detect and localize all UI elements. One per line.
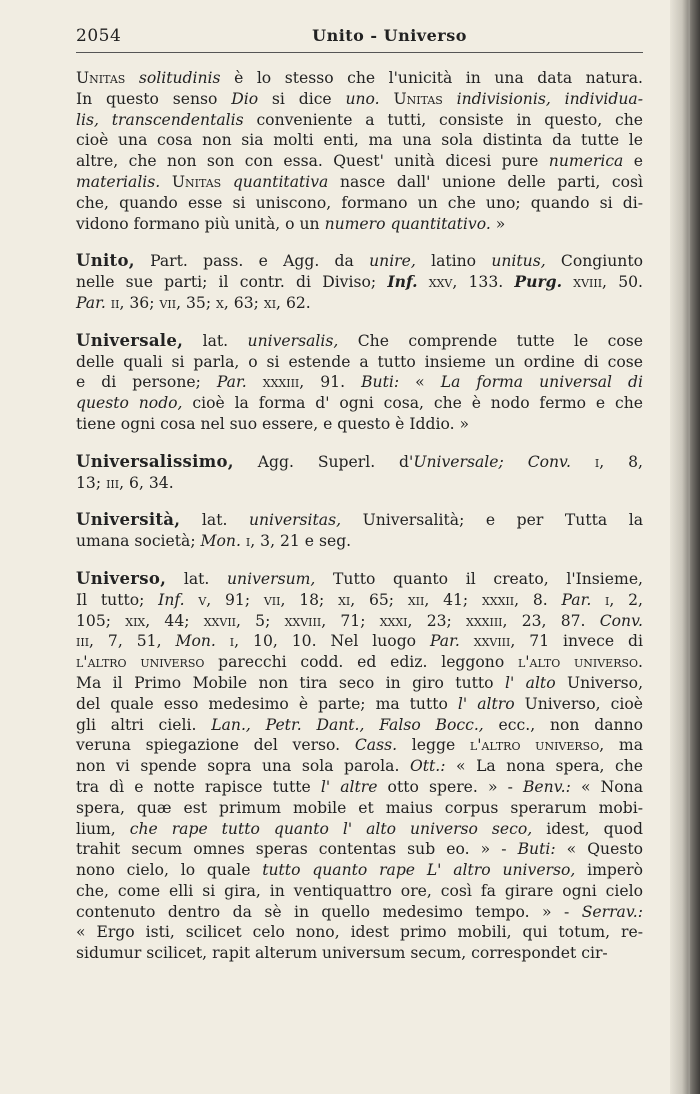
text-segment: xxviii — [473, 632, 511, 651]
text-segment: « La nona spera, che — [445, 757, 643, 776]
text-segment: , 8. — [514, 590, 562, 609]
text-line — [76, 151, 643, 172]
text-segment: , 71 invece di — [510, 632, 643, 651]
entry-gap — [76, 552, 643, 569]
text-line — [76, 631, 643, 652]
text-segment: Buti: — [517, 840, 556, 859]
text-segment: questo nodo, — [76, 394, 183, 413]
text-segment: xxvii — [203, 611, 237, 630]
text-segment: lis, transcendentalis — [76, 110, 244, 129]
text-segment — [125, 69, 139, 87]
text-segment: Par. — [430, 632, 460, 651]
entry-headword: Universo, — [76, 568, 167, 588]
text-line — [76, 193, 643, 214]
text-segment: materialis. — [76, 172, 161, 191]
text-segment: nono cielo, lo quale — [76, 861, 263, 880]
text-segment: tutto quanto rape L' altro universo, — [262, 861, 576, 880]
text-segment: Unitas — [76, 69, 126, 87]
text-segment: indivisionis, individua- — [456, 89, 643, 108]
text-line — [76, 331, 643, 352]
text-segment: unire, — [369, 252, 416, 271]
text-line — [76, 694, 643, 715]
text-line — [76, 452, 643, 473]
text-segment: l'altro universo, — [469, 736, 605, 755]
text-segment — [247, 373, 263, 391]
text-segment: , 8, — [599, 452, 643, 471]
text-segment: , 133. — [452, 273, 515, 292]
text-segment: Universale; — [413, 452, 504, 471]
text-segment: Par. — [561, 590, 592, 609]
entry-headword: Universalissimo, — [76, 451, 234, 471]
text-segment: legge — [397, 736, 470, 755]
text-segment: Agg. Superl. d' — [233, 452, 414, 471]
text-segment: Lan., Petr. Dant., Falso Bocc., — [211, 715, 484, 734]
text-line — [76, 393, 643, 414]
text-line — [76, 130, 643, 151]
text-line — [76, 715, 643, 736]
text-segment: e — [623, 152, 644, 171]
text-segment: l'alto universo. — [517, 653, 644, 672]
text-segment: xi — [338, 590, 351, 609]
text-segment: solitudinis — [138, 69, 221, 87]
text-segment — [380, 90, 394, 108]
text-segment: non vi spende sopra una sola parola. — [76, 757, 410, 776]
text-segment: Ott.: — [409, 757, 446, 776]
text-segment: Universo, — [555, 673, 644, 692]
text-segment: xxviii — [284, 611, 322, 630]
text-line — [76, 414, 643, 435]
text-segment: , 10, 10. Nel luogo — [234, 632, 430, 651]
text-line — [76, 473, 643, 494]
text-segment: universalis, — [247, 331, 339, 350]
text-segment: i — [594, 452, 600, 471]
text-segment: iii — [106, 473, 120, 492]
text-segment: , 23; — [407, 611, 466, 630]
text-segment: che, quando esse si uniscono, formano un che uno; quando si di- — [76, 193, 643, 212]
text-line — [76, 652, 643, 673]
entry-headword: Universale, — [76, 330, 184, 350]
text-segment: v — [198, 590, 207, 609]
text-segment: e di persone; — [76, 373, 217, 392]
text-line — [76, 272, 643, 293]
text-segment: Cass. — [354, 736, 398, 755]
text-segment: Benv.: — [522, 777, 571, 796]
text-segment: , 35; — [176, 293, 217, 312]
text-segment: iii — [76, 632, 90, 651]
text-line — [76, 922, 643, 943]
text-segment: , 3, 21 e seg. — [250, 532, 352, 551]
text-segment: spera, quæ est primum mobile et maius corpus sperarum mobi- — [76, 798, 643, 817]
text-segment: delle quali si parla, o si estende a tutto insieme un ordine di cose — [76, 352, 643, 371]
text-segment: La forma universal di — [440, 373, 643, 392]
text-segment: Inf. — [387, 272, 418, 292]
text-segment — [562, 273, 573, 291]
text-segment: quantitativa — [232, 172, 329, 191]
page-header — [76, 26, 643, 53]
text-segment: Par. — [216, 373, 247, 392]
text-segment: imperò — [575, 861, 643, 880]
page-number: 2054 — [76, 26, 122, 46]
text-segment: Conv. — [527, 452, 571, 471]
text-segment — [418, 273, 429, 291]
text-segment: , 65; — [350, 590, 408, 609]
text-segment: idest, quod — [532, 819, 643, 838]
text-segment: 13; — [76, 473, 107, 492]
text-segment: i — [245, 532, 251, 551]
text-segment: , 23, 87. — [502, 611, 600, 630]
page-edge — [670, 0, 700, 1094]
text-segment: xxxi — [379, 611, 408, 630]
text-segment: Conv. — [599, 611, 643, 630]
text-segment: Par. — [76, 293, 106, 312]
text-segment — [460, 632, 474, 650]
text-segment: umana società; — [76, 532, 201, 551]
text-segment: Serrav.: — [581, 902, 643, 921]
text-line — [76, 214, 643, 235]
text-segment: ii — [110, 293, 120, 312]
text-segment: nelle sue parti; il contr. di Diviso; — [76, 273, 388, 292]
text-segment: lium, — [76, 819, 130, 838]
text-segment: cioè la forma d' ogni cosa, che è nodo fermo e che — [182, 394, 643, 413]
text-segment: numerica — [548, 152, 624, 171]
text-segment: Inf. — [158, 590, 185, 609]
text-segment: xii — [407, 590, 425, 609]
text-segment: , 6, 34. — [119, 473, 174, 492]
text-segment: , 62. — [276, 293, 311, 312]
text-segment: unitus, — [491, 252, 546, 271]
text-segment: del quale esso medesimo è parte; ma tutto — [76, 694, 458, 713]
text-line — [76, 590, 643, 611]
text-line — [76, 902, 643, 923]
text-segment: , 36; — [119, 293, 160, 312]
text-line — [76, 673, 643, 694]
text-segment: xxv — [428, 273, 453, 292]
text-segment: , 63; — [223, 293, 264, 312]
text-line — [76, 510, 643, 531]
text-segment: In questo senso — [76, 89, 232, 108]
text-segment — [216, 632, 230, 650]
text-segment: « Ergo isti, scilicet celo nono, idest primo mobili, qui totum, re- — [76, 923, 643, 942]
text-segment: xviii — [573, 273, 603, 292]
text-segment: l' altre — [320, 777, 378, 796]
entry-gap — [76, 314, 643, 331]
text-segment: otto spere. » - — [377, 777, 523, 796]
text-segment: x — [216, 293, 224, 312]
text-line — [76, 110, 643, 131]
text-segment: , 91; — [206, 590, 264, 609]
text-segment: l'altro universo — [76, 653, 205, 672]
text-segment: vii — [159, 293, 177, 312]
text-segment: Che comprende tutte le cose — [338, 331, 644, 350]
text-segment: i — [229, 632, 235, 651]
text-segment: vidono formano più unità, o un — [76, 214, 325, 233]
text-segment — [504, 453, 528, 471]
text-line — [76, 756, 643, 777]
text-segment: , 41; — [424, 590, 482, 609]
text-segment: che, come elli si gira, in ventiquattro ore, così fa girare ogni cielo — [76, 881, 643, 900]
text-segment: sidumur scilicet, rapit alterum universum secum, correspondet cir- — [76, 944, 608, 963]
entry-gap — [76, 234, 643, 251]
text-segment — [591, 591, 605, 609]
text-line — [76, 777, 643, 798]
text-line — [76, 819, 643, 840]
text-segment: Purg. — [514, 272, 563, 292]
text-segment: l' alto — [504, 673, 556, 692]
text-segment: lat. — [166, 569, 227, 588]
text-line — [76, 881, 643, 902]
text-line — [76, 293, 643, 314]
text-segment: uno. — [345, 89, 380, 108]
text-line — [76, 251, 643, 272]
text-segment: Part. pass. e Agg. da — [134, 252, 370, 271]
text-segment: , 7, 51, — [89, 632, 176, 651]
text-segment: è lo stesso che l'unicità in una data natura. — [220, 69, 643, 87]
text-segment: Il tutto; — [76, 590, 159, 609]
text-segment: si dice — [258, 89, 346, 108]
text-segment — [443, 90, 457, 108]
entry-gap — [76, 435, 643, 452]
entry-headword: Università, — [76, 510, 181, 530]
text-segment: , 44; — [145, 611, 204, 630]
text-line — [76, 839, 643, 860]
text-segment — [185, 591, 199, 609]
text-segment: Mon. — [175, 632, 216, 651]
text-segment: Ma il Primo Mobile non tira seco in giro tutto — [76, 673, 505, 692]
text-segment: » — [490, 214, 506, 233]
text-segment: i — [605, 590, 610, 609]
text-segment: xxxii — [481, 590, 515, 609]
text-line — [76, 372, 643, 393]
text-line — [76, 531, 643, 552]
text-segment: Congiunto — [545, 252, 644, 271]
text-segment: lat. — [183, 331, 248, 350]
text-line — [76, 68, 643, 89]
text-segment: xxxiii — [262, 373, 300, 392]
text-segment: Unitas — [393, 89, 443, 108]
text-line — [76, 611, 643, 632]
text-segment: contenuto dentro da sè in quello medesimo tempo. » - — [76, 902, 582, 921]
text-segment: tra dì e notte rapisce tutte — [76, 777, 321, 796]
text-segment: , 5; — [236, 611, 285, 630]
text-segment: veruna spiegazione del verso. — [76, 736, 355, 755]
text-segment: , 2, — [609, 590, 644, 609]
text-segment: , 91. — [299, 373, 362, 392]
text-segment: tiene ogni cosa nel suo essere, e questo è Iddio. » — [76, 414, 470, 433]
text-segment: « Nona — [570, 777, 644, 796]
text-segment: 105; — [76, 611, 126, 630]
text-segment: nasce dall' unione delle parti, così — [328, 172, 643, 191]
text-segment: lat. — [180, 511, 249, 530]
text-segment: l' altro — [457, 694, 515, 713]
text-line — [76, 352, 643, 373]
text-line — [76, 569, 643, 590]
text-segment: xxxiii — [466, 611, 503, 630]
text-segment: gli altri cieli. — [76, 715, 212, 734]
text-line — [76, 860, 643, 881]
text-segment: cioè una cosa non sia molti enti, ma una sola distinta da tutte le — [76, 131, 643, 150]
text-segment: Buti: — [361, 373, 400, 392]
text-segment: universitas, — [248, 511, 342, 530]
text-segment: Tutto quanto il creato, l'Insieme, — [315, 569, 643, 588]
text-segment: Universalità; e per Tutta la — [341, 511, 643, 530]
text-segment — [160, 173, 172, 191]
text-segment: « — [399, 373, 441, 392]
text-segment: ma — [604, 736, 644, 755]
text-line — [76, 172, 643, 193]
running-head: Unito - Universo — [312, 26, 467, 45]
text-segment: vii — [263, 590, 281, 609]
text-line — [76, 943, 643, 964]
text-segment — [571, 453, 595, 471]
text-segment: altre, che non son con essa. Quest' unità dicesi pure — [76, 152, 549, 171]
text-segment: ecc., non danno — [483, 715, 643, 734]
text-segment: numero quantitativo. — [324, 214, 491, 233]
text-segment: Dio — [231, 89, 259, 108]
text-segment: parecchi codd. ed ediz. leggono — [204, 653, 518, 672]
text-segment: universum, — [227, 569, 316, 588]
entry-gap — [76, 493, 643, 510]
text-segment: trahit secum omnes speras contentas sub eo. » - — [76, 840, 518, 859]
text-segment: Mon. — [200, 532, 241, 551]
text-segment: Universo, cioè — [514, 694, 643, 713]
text-segment: latino — [415, 252, 492, 271]
text-segment: , 18; — [280, 590, 339, 609]
text-segment: , 50. — [602, 273, 643, 292]
text-line — [76, 798, 643, 819]
text-line — [76, 735, 643, 756]
text-line — [76, 89, 643, 110]
text-segment: , 71; — [321, 611, 380, 630]
text-segment: xi — [263, 293, 277, 312]
text-segment: che rape tutto quanto l' alto universo seco, — [129, 819, 533, 838]
text-segment: xix — [125, 611, 146, 630]
text-segment: « Questo — [555, 840, 643, 859]
text-segment: conveniente a tutti, consiste in questo, che — [243, 110, 643, 129]
text-segment: Unitas — [171, 172, 222, 191]
page-edge-line — [688, 0, 690, 1094]
entry-headword: Unito, — [76, 251, 135, 271]
text-segment — [221, 173, 233, 191]
dictionary-text — [76, 68, 643, 964]
